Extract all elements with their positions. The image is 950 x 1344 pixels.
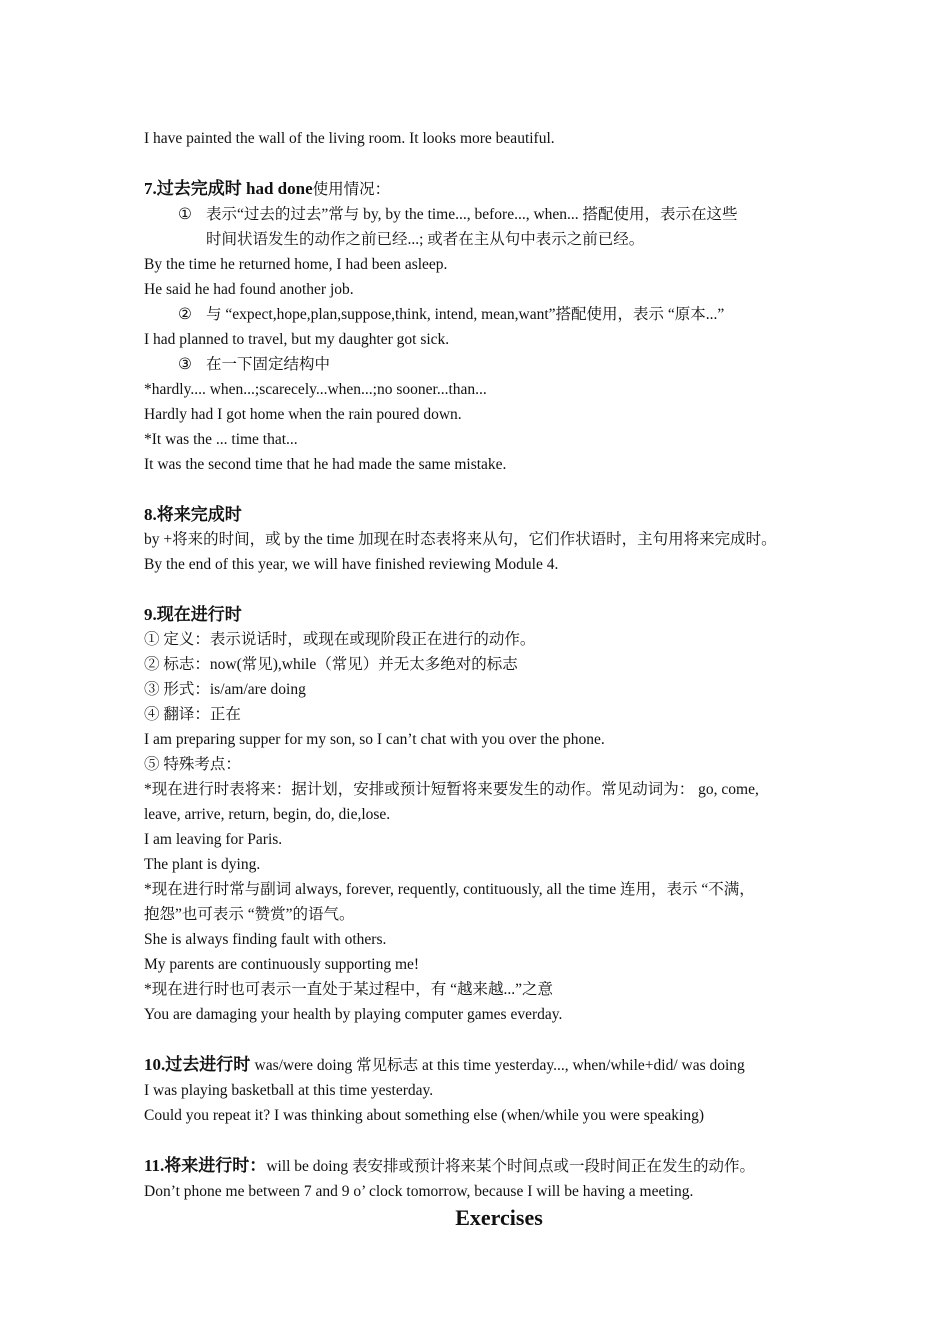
section-9-example-4: She is always finding fault with others. bbox=[144, 931, 387, 948]
section-11-heading bbox=[144, 1153, 814, 1179]
document-page bbox=[144, 126, 814, 1231]
section-7-example-3: I had planned to travel, but my daughter got sick. bbox=[144, 331, 450, 348]
section-7-point-1 bbox=[144, 202, 814, 227]
section-10-title-suffix: was/were doing 常见标志 at this time yesterday..., when/while+did/ was doing bbox=[254, 1057, 745, 1074]
section-9-example-5: My parents are continuously supporting me! bbox=[144, 956, 420, 973]
point-1-marker: ① bbox=[178, 206, 192, 223]
section-11-title-suffix: will be doing 表安排或预计将来某个时间点或一段时间正在发生的动作。 bbox=[266, 1158, 755, 1175]
section-9-heading bbox=[144, 602, 814, 627]
section-9-note-2-cont: 抱怨”也可表示 “赞赏”的语气。 bbox=[144, 906, 355, 923]
section-9-definition: ① 定义：表示说话时，或现在或现阶段正在进行的动作。 bbox=[144, 631, 536, 648]
section-10-heading bbox=[144, 1052, 814, 1078]
point-3-text: 在一下固定结构中 bbox=[206, 356, 331, 373]
point-3-marker: ③ bbox=[178, 356, 192, 373]
section-7-example-4: Hardly had I got home when the rain poured down. bbox=[144, 406, 462, 423]
spacer bbox=[144, 1027, 814, 1052]
section-8-title: 8.将来完成时 bbox=[144, 505, 242, 524]
section-7-heading bbox=[144, 176, 814, 202]
section-7-example-1: By the time he returned home, I had been asleep. bbox=[144, 256, 448, 273]
section-7-point-3 bbox=[144, 352, 814, 377]
section-7-point-1-cont: 时间状语发生的动作之前已经...; 或者在主从句中表示之前已经。 bbox=[206, 231, 645, 248]
section-9-example-3: The plant is dying. bbox=[144, 856, 261, 873]
section-9-note-3: *现在进行时也可表示一直处于某过程中，有 “越来越...”之意 bbox=[144, 981, 554, 998]
point-2-marker: ② bbox=[178, 306, 192, 323]
section-7-example-5: It was the second time that he had made the same mistake. bbox=[144, 456, 507, 473]
intro-example: I have painted the wall of the living room. It looks more beautiful. bbox=[144, 130, 555, 147]
section-8-rule: by +将来的时间，或 by the time 加现在时态表将来从句，它们作状语时，主句用将来完成时。 bbox=[144, 531, 777, 548]
section-10-title: 10.过去进行时 bbox=[144, 1055, 251, 1074]
section-11-title: 11.将来进行时： bbox=[144, 1156, 267, 1175]
section-9-special-points: ⑤ 特殊考点： bbox=[144, 756, 241, 773]
section-9-note-2: *现在进行时常与副词 always, forever, requently, contituously, all the time 连用，表示 “不满， bbox=[144, 881, 755, 898]
section-7-point-2 bbox=[144, 302, 814, 327]
exercises-heading: Exercises bbox=[455, 1205, 543, 1230]
section-7-title: 7.过去完成时 had done bbox=[144, 179, 313, 198]
section-9-translation: ④ 翻译：正在 bbox=[144, 706, 241, 723]
section-9-note-1-cont: leave, arrive, return, begin, do, die,lose. bbox=[144, 806, 391, 823]
section-7-title-suffix: 使用情况： bbox=[312, 181, 391, 198]
section-7-fixed-structure-1: *hardly.... when...;scarecely...when...;no sooner...than... bbox=[144, 381, 487, 398]
section-8-heading bbox=[144, 502, 814, 527]
section-9-signal-words: ② 标志：now(常见),while（常见）并无太多绝对的标志 bbox=[144, 656, 518, 673]
section-7-fixed-structure-2: *It was the ... time that... bbox=[144, 431, 298, 448]
section-9-note-1: *现在进行时表将来：据计划，安排或预计短暂将来要发生的动作。常见动词为： go, come, bbox=[144, 781, 759, 798]
section-9-title: 9.现在进行时 bbox=[144, 605, 242, 624]
spacer bbox=[144, 151, 814, 176]
spacer bbox=[144, 477, 814, 502]
section-9-form: ③ 形式：is/am/are doing bbox=[144, 681, 306, 698]
section-8-example-1: By the end of this year, we will have finished reviewing Module 4. bbox=[144, 556, 559, 573]
section-9-example-2: I am leaving for Paris. bbox=[144, 831, 283, 848]
section-9-example-6: You are damaging your health by playing computer games everday. bbox=[144, 1006, 563, 1023]
section-9-example-1: I am preparing supper for my son, so I can’t chat with you over the phone. bbox=[144, 731, 605, 748]
point-2-text: 与 “expect,hope,plan,suppose,think, intend, mean,want”搭配使用，表示 “原本...” bbox=[206, 306, 725, 323]
section-10-example-2: Could you repeat it? I was thinking about something else (when/while you were speaking) bbox=[144, 1107, 705, 1124]
section-10-example-1: I was playing basketball at this time yesterday. bbox=[144, 1082, 434, 1099]
section-11-example-1: Don’t phone me between 7 and 9 o’ clock tomorrow, because I will be having a meeting. bbox=[144, 1183, 694, 1200]
spacer bbox=[144, 577, 814, 602]
spacer bbox=[144, 1128, 814, 1153]
section-7-example-2: He said he had found another job. bbox=[144, 281, 354, 298]
point-1-text: 表示“过去的过去”常与 by, by the time..., before..., when... 搭配使用，表示在这些 bbox=[206, 206, 738, 223]
